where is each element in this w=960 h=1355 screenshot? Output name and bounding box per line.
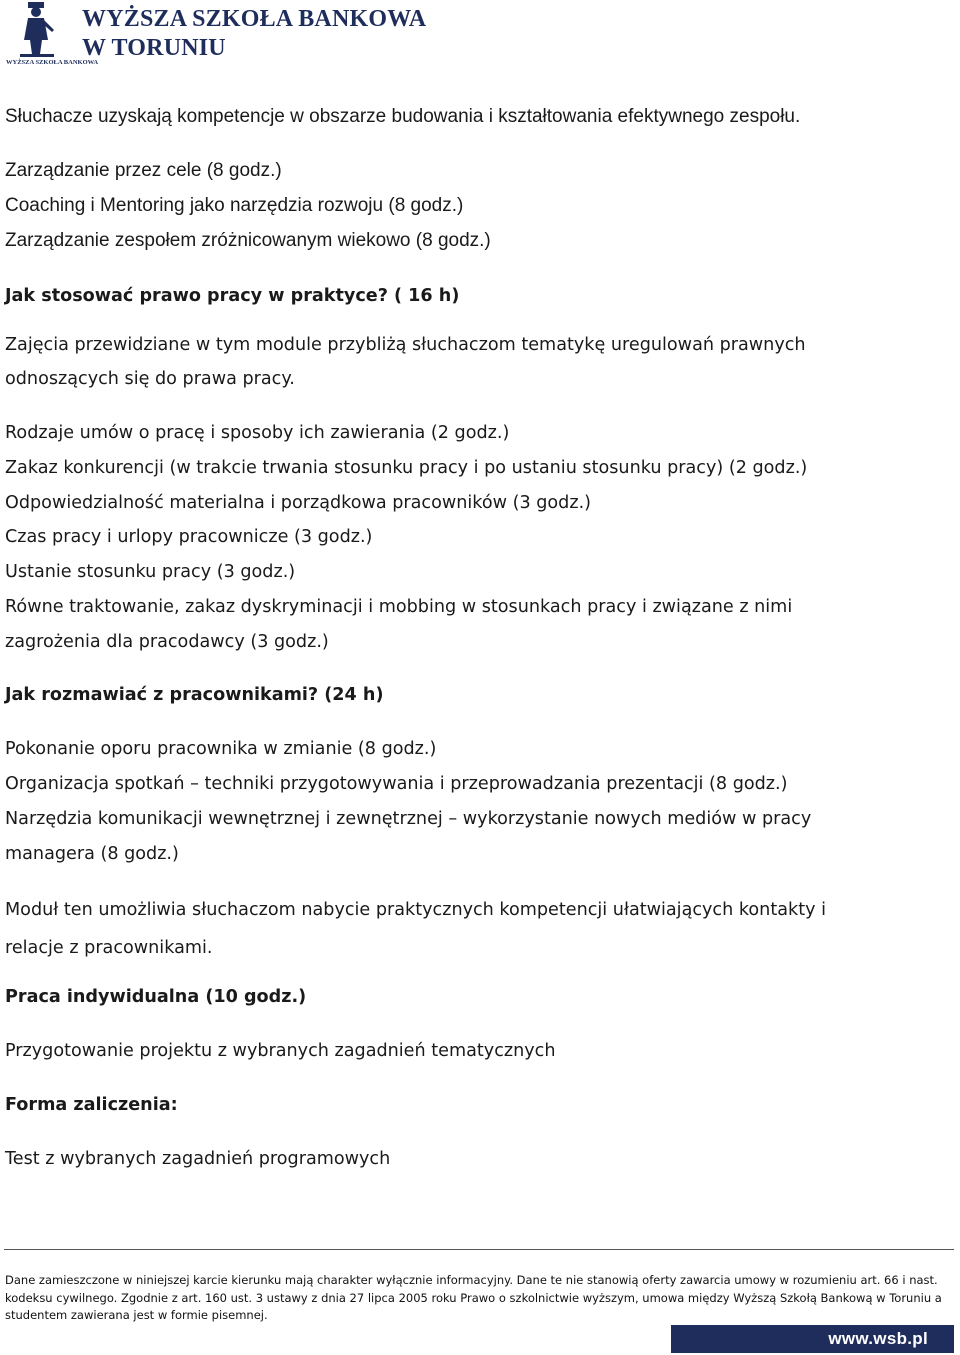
module-description: Zajęcia przewidziane w tym module przybliżą słuchaczom tematykę uregulowań prawnych [5, 335, 806, 355]
footer-disclaimer: kodeksu cywilnego. Zgodnie z art. 160 ust. 3 ustawy z dnia 27 lipca 2005 roku Prawo o szkolnictwie wyższym, umowa między Wyższą Szkołą Bankową w Toruniu a [5, 1291, 942, 1305]
topic-line: Pokonanie oporu pracownika w zmianie (8 godz.) [5, 739, 437, 759]
footer-disclaimer: studentem zawierana jest w formie pisemnej. [5, 1308, 268, 1322]
school-emblem-icon [6, 0, 99, 66]
topic-line: Organizacja spotkań – techniki przygotowywania i przeprowadzania prezentacji (8 godz.) [5, 774, 788, 794]
topic-line: Coaching i Mentoring jako narzędzia rozwoju (8 godz.) [5, 195, 464, 216]
website-link[interactable]: www.wsb.pl [828, 1329, 928, 1348]
topic-line: Rodzaje umów o pracę i sposoby ich zawierania (2 godz.) [5, 423, 510, 443]
module-heading: Jak rozmawiać z pracownikami? (24 h) [5, 685, 384, 705]
section-heading: Praca indywidualna (10 godz.) [5, 987, 307, 1007]
topic-line: managera (8 godz.) [5, 844, 179, 864]
website-banner[interactable] [671, 1325, 954, 1353]
topic-line: Ustanie stosunku pracy (3 godz.) [5, 562, 296, 582]
page-header [6, 0, 427, 70]
module-heading: Jak stosować prawo pracy w praktyce? ( 16 h) [5, 286, 460, 306]
footer-divider [4, 1249, 954, 1250]
footer-disclaimer: Dane zamieszczone w niniejszej karcie kierunku mają charakter wyłącznie informacyjny. Dane te nie stanowią oferty zawarcia umowy w rozumieniu art. 66 i nast. [5, 1273, 938, 1287]
school-name-line2: W TORUNIU [82, 35, 226, 61]
module-summary: relacje z pracownikami. [5, 938, 213, 958]
module-description: odnoszących się do prawa pracy. [5, 369, 295, 389]
section-text: Test z wybranych zagadnień programowych [5, 1149, 391, 1169]
topic-line: zagrożenia dla pracodawcy (3 godz.) [5, 632, 329, 652]
topic-line: Odpowiedzialność materialna i porządkowa pracowników (3 godz.) [5, 493, 592, 513]
module-summary: Moduł ten umożliwia słuchaczom nabycie praktycznych kompetencji ułatwiających kontakty i [5, 900, 826, 920]
topic-line: Narzędzia komunikacji wewnętrznej i zewnętrznej – wykorzystanie nowych mediów w pracy [5, 809, 812, 829]
school-name-line1: WYŻSZA SZKOŁA BANKOWA [82, 6, 427, 32]
topic-line: Czas pracy i urlopy pracownicze (3 godz.) [5, 527, 373, 547]
topic-line: Zarządzanie zespołem zróżnicowanym wiekowo (8 godz.) [5, 230, 491, 251]
section-text: Przygotowanie projektu z wybranych zagadnień tematycznych [5, 1041, 556, 1061]
topic-line: Zarządzanie przez cele (8 godz.) [5, 160, 282, 181]
topic-line: Zakaz konkurencji (w trakcie trwania stosunku pracy i po ustaniu stosunku pracy) (2 godz.) [5, 458, 808, 478]
topic-line: Równe traktowanie, zakaz dyskryminacji i mobbing w stosunkach pracy i związane z nimi [5, 597, 793, 617]
section-heading: Forma zaliczenia: [5, 1095, 178, 1115]
svg-text:WYŻSZA SZKOŁA BANKOWA: WYŻSZA SZKOŁA BANKOWA [6, 59, 99, 66]
intro-text: Słuchacze uzyskają kompetencje w obszarze budowania i kształtowania efektywnego zespołu. [5, 106, 801, 127]
